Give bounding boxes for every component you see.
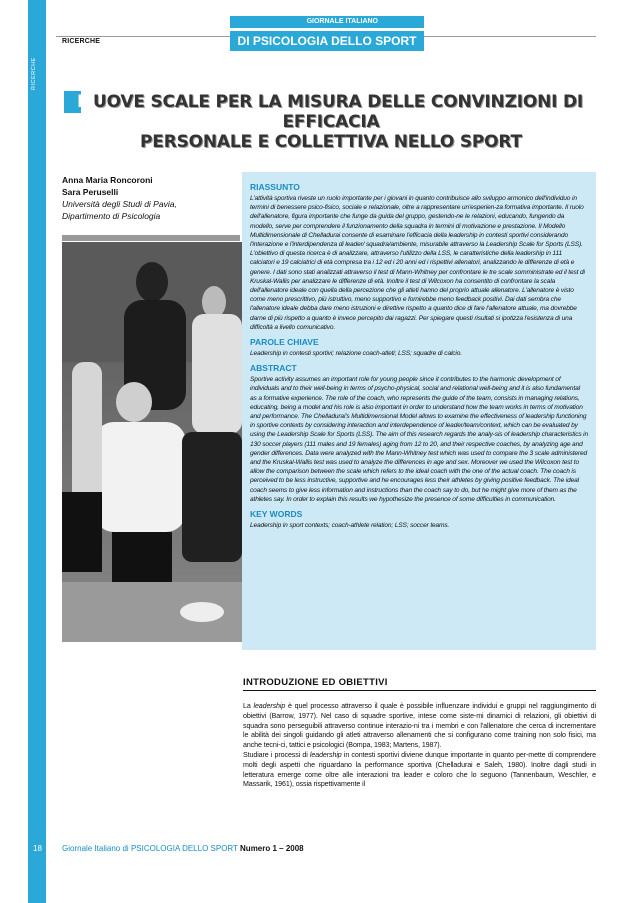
intro-p1-before: La xyxy=(243,702,254,710)
author-name: Sara Peruselli xyxy=(62,187,119,197)
title-line2: PERSONALE E COLLETTIVA NELLO SPORT xyxy=(140,132,522,152)
intro-p1-after: è quel processo attraverso il quale è possibile influenzare individui e gruppi nel raggiungimento di obiettivi (Barrow, 1977). Nel caso di squadre sportive, intese come siste-mi dinamici di relazioni, gli obiettivi di squadra sono perseguibili attraverso continue interazio-ni tra i membri e con l'allenatore che cerca di incrementare le abilità dei singoli guidando gli atleti attraverso allenamenti che si configurano come training non solo fisici, ma anche tecni-ci, tattici e psicologici (Bompa, 1983; Martens, 1987). xyxy=(243,702,597,750)
title-line1: UOVE SCALE PER LA MISURA DELLE CONVINZIONI DI EFFICACIA xyxy=(93,92,583,132)
intro-body xyxy=(243,702,596,790)
abstract-heading: ABSTRACT xyxy=(250,363,297,374)
title-initial: N xyxy=(77,92,92,112)
side-accent-bar xyxy=(28,0,46,903)
intro-p2-before: Studiare i processi di xyxy=(243,750,310,759)
author-block xyxy=(62,174,232,222)
abstract-box xyxy=(242,172,596,650)
affiliation: Università degli Studi di Pavia, xyxy=(62,199,177,209)
abstract-text: Sportive activity assumes an important role for young people since it contributes to the harmonic development of individuals and to their well-being in terms of psycho-physical, social and relational well-being and it is also fundamental as a formative experience. The role of the coach, who represents the guide of the team, consists in managing relations, educating, being a model and his role is also important in order to understand how the team works in terms of motivation and performance. The Chelladurai's Multidimensional Model allows to examine the effectiveness of leadership functioning in sportive contexts by considering interaction and interdependence of leader/team/context, which can be evaluated by using the Leadership Scale for Sports (LSS). The aim of this research regards the analy-sis of leadership characteristics in 130 soccer players (111 males and 19 females) aging from 12 to 20, and their respective coaches, by analyzing age and gender differences. Data were analyzed with the Mann-Whitney test which was used to compare the 3 scale administered and the Kruskal-Wallis test was used to analyze the differences in age and sex. Moreover we used the Wilcoxon test to allow the comparison between the scale which refers to the ideal coach with the one of the actual coach. The coach is perceived to be less instructive, supportive and he encourages less their athletes by giving positive feedback. The ideal coach seems to give less information and instructions than the coach say to do, but he might give more of them as the athletes say. In order to explain this results we hypothesize the presence of some difficulties in communication. xyxy=(250,376,589,503)
page-footer xyxy=(28,842,598,858)
parole-chiave-text: Leadership in contesti sportivi; relazione coach-atleti; LSS; squadre di calcio. xyxy=(250,350,462,358)
intro-p2-after: in contesti sportivi diviene dunque importante in quanto per-mette di comprendere molti degli aspetti che riguardano la performance sportiva (Chelladurai e Saleh, 1980). Inoltre dagli studi in letteratura emerge come oltre alle interazioni tra leader e coloro che lo seguono (Tannenbaum, Weschler, e Massarik, 1961), ossia rispettivamente il xyxy=(243,750,596,789)
parole-chiave-heading: PAROLE CHIAVE xyxy=(250,337,319,348)
journal-header-title: DI PSICOLOGIA DELLO SPORT xyxy=(230,31,424,51)
journal-header-top: GIORNALE ITALIANO xyxy=(230,16,424,28)
key-words-text: Leadership in sport contexts; coach-athlete relation; LSS; soccer teams. xyxy=(250,522,450,530)
key-words-heading: KEY WORDS xyxy=(250,509,303,520)
riassunto-heading: RIASSUNTO xyxy=(250,182,300,192)
riassunto-text: L'attività sportiva riveste un ruolo importante per i giovani in quanto contribuisce allo sviluppo armonico dell'individuo in termini di benessere psico-fisico, sociale e relazionale, oltre a rappresentare un'esperien-za formativa importante. Il ruolo dell'allenatore, figura importante che funge da guida del gruppo, gestendo-ne le relazioni, educando, fungendo da modello, serve per comprendere il funzionamento della squadra in termini di motivazione e prestazione. Il Modello Multidimensionale di Chelladurai consente di esaminare l'efficacia della leadership in contesti sportivi considerando l'interazione e l'interdipendenza di leader/ squadra/ambiente, misurabile attraverso la Leadership Scale for Sports (LSS). L'obiettivo di questa ricerca è di analizzare, attraverso l'utilizzo della LSS, le caratteristiche della leadership in 111 calciatori e 19 calciatrici di età compresa tra i 12 ed i 20 anni ed i rispettivi allenatori, analizzando le differenze di età e genere. I dati sono stati analizzati attraverso il test di Mann-Whitney per confrontare le tre scale somministrate ed il test di Kruskal-Wallis per analizzare le differenze di età. Inoltre il test di Wilcoxon ha consentito di confrontare la scala dell'allenatore ideale con quella della percezione che gli atleti hanno del proprio attuale allenatore. L'allenatore è visto come meno prescrittivo, più istruttivo, meno supportivo e fornirebbe meno feedback positivi. Dai dati sembra che l'allenatore ideale debba dare meno istruzioni e direttive rispetto a quanto dice di fare l'allenatore attuale, ma dovrebbe darne di più rispetto a quanto è invece percepito dai ragazzi. Per spiegare questi risultati si ipotizza l'esistenza di una difficoltà a livello comunicativo. xyxy=(250,195,585,331)
footer-journal-name: PSICOLOGIA DELLO SPORT xyxy=(130,844,238,853)
author-rule xyxy=(62,235,240,241)
intro-rule xyxy=(243,690,596,691)
footer-journal xyxy=(62,844,304,853)
intro-p1-term: leadership xyxy=(253,702,286,710)
side-section-label: RICERCHE xyxy=(31,57,37,90)
intro-p2-term: leadership xyxy=(309,750,342,759)
footer-issue: Numero 1 – 2008 xyxy=(240,844,304,853)
page-number: 18 xyxy=(33,844,42,853)
article-title xyxy=(64,92,598,152)
section-tag: RICERCHE xyxy=(62,38,101,45)
team-photo xyxy=(62,242,242,642)
photo-illustration xyxy=(62,242,242,642)
footer-journal-prefix: Giornale Italiano di xyxy=(62,844,131,853)
author-name: Anna Maria Roncoroni xyxy=(62,175,153,185)
affiliation: Dipartimento di Psicologia xyxy=(62,211,161,221)
intro-heading: INTRODUZIONE ED OBIETTIVI xyxy=(243,677,388,688)
